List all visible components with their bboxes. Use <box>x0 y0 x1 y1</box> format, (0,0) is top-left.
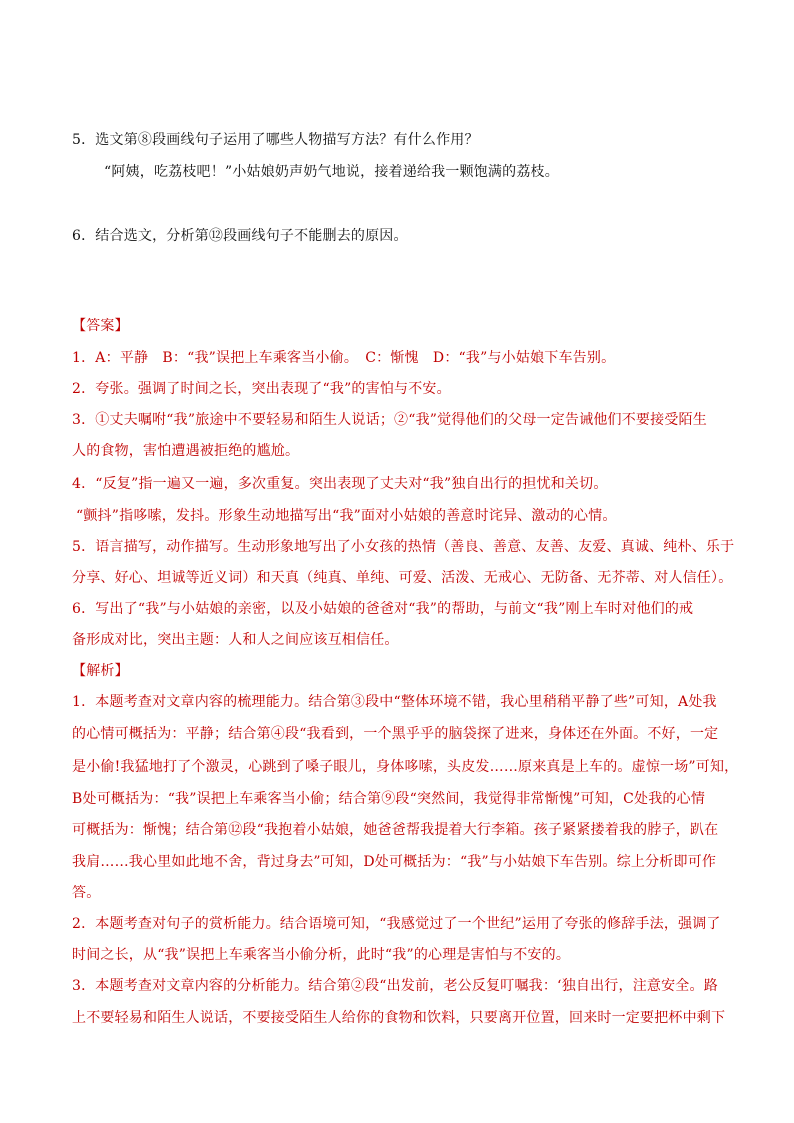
analysis-line: 我肩……我心里如此地不舍，背过身去”可知，D处可概括为：“我”与小姑娘下车告别。综上分析即可作 <box>72 854 717 870</box>
answer-line: 6．写出了“我”与小姑娘的亲密，以及小姑娘的爸爸对“我”的帮助，与前文“我”刚上车时对他们的戒 <box>72 601 694 617</box>
answer-line: 人的食物，害怕遭遇被拒绝的尴尬。 <box>72 443 300 459</box>
analysis-line: 上不要轻易和陌生人说话，不要接受陌生人给你的食物和饮料，只要离开位置，回来时一定要把杯中剩下 <box>72 1010 726 1026</box>
question-6: 6．结合选文，分析第⑫段画线句子不能删去的原因。 <box>72 228 408 244</box>
analysis-line: 可概括为：惭愧；结合第⑫段“我抱着小姑娘，她爸爸帮我提着大行李箱。孩子紧紧搂着我的脖子，趴在 <box>72 822 719 838</box>
question-5-quote: “阿姨，吃荔枝吧！”小姑娘奶声奶气地说，接着递给我一颗饱满的荔枝。 <box>104 164 559 180</box>
answer-line: 2．夸张。强调了时间之长，突出表现了“我”的害怕与不安。 <box>72 381 451 397</box>
answer-line: 1．A：平静 B：“我”误把上车乘客当小偷。 C：惭愧 D：“我”与小姑娘下车告别。 <box>72 350 616 366</box>
analysis-line: 3．本题考查对文章内容的分析能力。结合第②段“出发前，老公反复叮嘱我：‘独自出行，注意安全。路 <box>72 978 718 994</box>
analysis-line: B处可概括为：“我”误把上车乘客当小偷；结合第⑨段“突然间，我觉得非常惭愧”可知，C处我的心情 <box>72 791 706 807</box>
answer-line: 分享、好心、坦诚等近义词）和天真（纯真、单纯、可爱、活泼、无戒心、无防备、无芥蒂、对人信任）。 <box>72 570 733 586</box>
question-5: 5．选文第⑧段画线句子运用了哪些人物描写方法？有什么作用？ <box>72 132 479 148</box>
analysis-line: 是小偷!我猛地打了个激灵，心跳到了嗓子眼儿，身体哆嗦，头皮发……原来真是上车的。虚惊一场”可知， <box>72 759 739 775</box>
analysis-line: 的心情可概括为：平静；结合第④段“我看到，一个黑乎乎的脑袋探了进来，身体还在外面。不好，一定 <box>72 726 719 742</box>
answer-line: 4．“反复”指一遍又一遍，多次重复。突出表现了丈夫对“我”独自出行的担忧和关切。 <box>72 476 608 492</box>
analysis-line: 时间之长，从“我”误把上车乘客当小偷分析，此时“我”的心理是害怕与不安的。 <box>72 947 571 963</box>
analysis-line: 1．本题考查对文章内容的梳理能力。结合第③段中“整体环境不错，我心里稍稍平静了些”可知，A处我 <box>72 694 717 710</box>
answer-heading: 【答案】 <box>72 318 129 334</box>
analysis-line: 答。 <box>72 885 101 901</box>
analysis-line: 2．本题考查对句子的赏析能力。结合语境可知，“我感觉过了一个世纪”运用了夸张的修辞手法，强调了 <box>72 916 721 932</box>
answer-line: 3．①丈夫嘱咐“我”旅途中不要轻易和陌生人说话；②“我”觉得他们的父母一定告诫他们不要接受陌生 <box>72 412 707 428</box>
answer-line: 备形成对比，突出主题：人和人之间应该互相信任。 <box>72 632 399 648</box>
analysis-heading: 【解析】 <box>72 663 129 679</box>
answer-line: “颤抖”指哆嗦，发抖。形象生动地描写出“我”面对小姑娘的善意时诧异、激动的心情。 <box>76 508 617 524</box>
answer-line: 5．语言描写，动作描写。生动形象地写出了小女孩的热情（善良、善意、友善、友爱、真诚、纯朴、乐于 <box>72 539 735 555</box>
